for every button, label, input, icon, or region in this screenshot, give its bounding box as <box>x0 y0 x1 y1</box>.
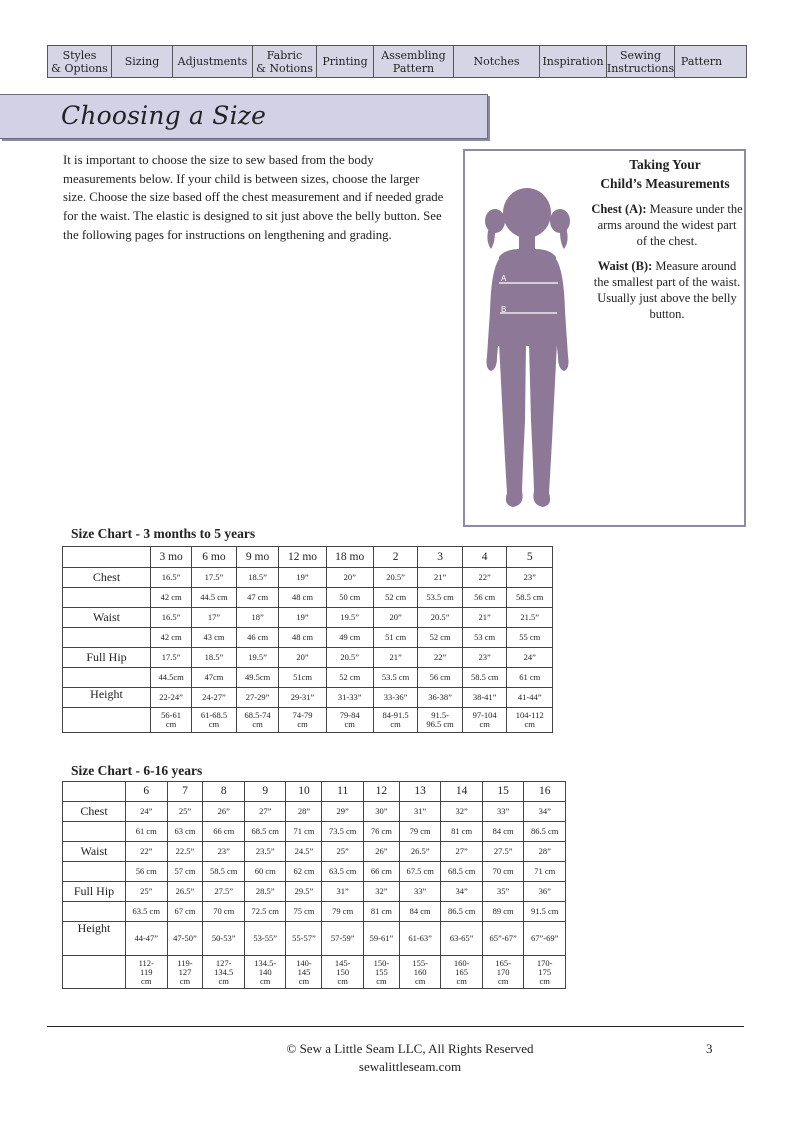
table-cell-cm: 81 cm <box>363 902 399 922</box>
row-label-blank <box>63 708 151 733</box>
table-cell-cm: 66 cm <box>363 862 399 882</box>
table-cell-cm: 66 cm <box>203 822 245 842</box>
table-cell-inch: 31” <box>399 802 441 822</box>
table-cell-cm: 55 cm <box>507 628 553 648</box>
table-cell-cm: 67 cm <box>167 902 203 922</box>
table-cell-inch: 19.5” <box>326 608 373 628</box>
page-number: 3 <box>706 1041 713 1056</box>
table-cell-inch: 25” <box>167 802 203 822</box>
table-cell-inch: 26” <box>363 842 399 862</box>
row-label-blank <box>63 862 126 882</box>
table-cell-inch: 33” <box>482 802 524 822</box>
table-cell-cm: 53.5 cm <box>373 668 418 688</box>
table-cell-cm: 160- 165 cm <box>441 956 483 989</box>
table-cell-cm: 56-61 cm <box>151 708 192 733</box>
table-cell-inch: 28” <box>286 802 322 822</box>
table-cell-cm: 61 cm <box>507 668 553 688</box>
table-cell-cm: 75 cm <box>286 902 322 922</box>
table-cell-cm: 43 cm <box>192 628 237 648</box>
table-cell-inch: 41-44” <box>507 688 553 708</box>
nav-tab-inspiration[interactable]: Inspiration <box>540 46 607 77</box>
table-cell-inch: 18.5” <box>192 648 237 668</box>
nav-tab-sewing-instructions[interactable]: Sewing Instructions <box>607 46 675 77</box>
row-label-blank <box>63 628 151 648</box>
table-cell-cm: 51cm <box>279 668 326 688</box>
table-cell-inch: 22-24” <box>151 688 192 708</box>
row-label: Waist <box>63 608 151 628</box>
table-cell-cm: 170- 175 cm <box>524 956 566 989</box>
table-cell-cm: 86.5 cm <box>524 822 566 842</box>
table-cell-inch: 27-29” <box>236 688 279 708</box>
top-nav <box>47 45 747 78</box>
row-label: Height <box>63 922 126 956</box>
row-label-blank <box>63 588 151 608</box>
size-header: 16 <box>524 782 566 802</box>
chest-instruction: Chest (A): Measure under the arms around the widest part of the chest. <box>591 202 743 248</box>
size-header: 12 <box>363 782 399 802</box>
waist-instruction: Waist (B): Measure around the smallest part of the waist. Usually just above the belly button. <box>593 259 741 321</box>
table-cell-cm: 70 cm <box>482 862 524 882</box>
table-cell-cm: 70 cm <box>203 902 245 922</box>
table-cell-inch: 23.5” <box>244 842 286 862</box>
table-cell-inch: 22” <box>126 842 168 862</box>
table-cell-cm: 79 cm <box>399 822 441 842</box>
table-cell-cm: 71 cm <box>286 822 322 842</box>
table-cell-inch: 28.5” <box>244 882 286 902</box>
table-cell-cm: 76 cm <box>363 822 399 842</box>
footer-website: sewalittleseam.com <box>358 1059 462 1074</box>
table-cell-inch: 44-47” <box>126 922 168 956</box>
nav-tab-sizing[interactable]: Sizing <box>112 46 173 77</box>
table-cell-cm: 97-104 cm <box>462 708 507 733</box>
nav-tab-assembling-pattern[interactable]: Assembling Pattern <box>374 46 454 77</box>
table-cell-inch: 25” <box>126 882 168 902</box>
table-cell-cm: 79-84 cm <box>326 708 373 733</box>
size-header: 9 <box>244 782 286 802</box>
table-cell-cm: 56 cm <box>418 668 463 688</box>
table-cell-inch: 31” <box>322 882 364 902</box>
table-cell-inch: 61-63” <box>399 922 441 956</box>
table-cell-inch: 34” <box>524 802 566 822</box>
table-cell-cm: 42 cm <box>151 628 192 648</box>
table-cell-cm: 84 cm <box>482 822 524 842</box>
chart1-title: Size Chart - 3 months to 5 years <box>71 526 256 541</box>
table-cell-inch: 35” <box>482 882 524 902</box>
table-cell-inch: 20.5” <box>418 608 463 628</box>
table-cell-inch: 20” <box>326 568 373 588</box>
table-cell-inch: 29.5” <box>286 882 322 902</box>
table-cell-inch: 38-41” <box>462 688 507 708</box>
table-cell-cm: 140- 145 cm <box>286 956 322 989</box>
table-cell-inch: 19.5” <box>236 648 279 668</box>
table-cell-cm: 91.5- 96.5 cm <box>418 708 463 733</box>
size-header: 2 <box>373 547 418 568</box>
table-cell-cm: 134.5- 140 cm <box>244 956 286 989</box>
table-cell-inch: 31-33” <box>326 688 373 708</box>
table-cell-inch: 63-65” <box>441 922 483 956</box>
table-cell-inch: 21” <box>418 568 463 588</box>
table-cell-inch: 57-59” <box>322 922 364 956</box>
table-cell-inch: 22” <box>418 648 463 668</box>
measurement-box <box>463 149 746 527</box>
table-cell-inch: 27” <box>441 842 483 862</box>
table-cell-inch: 26.5” <box>399 842 441 862</box>
row-label: Full Hip <box>63 648 151 668</box>
table-cell-cm: 63 cm <box>167 822 203 842</box>
table-cell-cm: 165- 170 cm <box>482 956 524 989</box>
table-cell-cm: 53 cm <box>462 628 507 648</box>
table-cell-cm: 52 cm <box>373 588 418 608</box>
table-cell-cm: 127- 134.5 cm <box>203 956 245 989</box>
table-corner <box>63 547 151 568</box>
nav-tab-pattern[interactable]: Pattern <box>680 55 723 68</box>
table-cell-inch: 21.5” <box>507 608 553 628</box>
nav-tab-printing[interactable]: Printing <box>317 46 374 77</box>
table-cell-inch: 53-55” <box>244 922 286 956</box>
table-cell-inch: 30” <box>363 802 399 822</box>
table-cell-cm: 62 cm <box>286 862 322 882</box>
table-cell-cm: 47 cm <box>236 588 279 608</box>
row-label-blank <box>63 902 126 922</box>
table-cell-inch: 65”-67” <box>482 922 524 956</box>
row-label: Height <box>63 688 151 708</box>
footer-rule <box>47 1026 744 1027</box>
table-cell-inch: 67”-69” <box>524 922 566 956</box>
table-cell-cm: 57 cm <box>167 862 203 882</box>
table-cell-cm: 44.5 cm <box>192 588 237 608</box>
table-cell-inch: 27.5” <box>203 882 245 902</box>
size-header: 13 <box>399 782 441 802</box>
measure-title: Taking Your Child’s Measurements <box>600 157 730 191</box>
table-cell-cm: 51 cm <box>373 628 418 648</box>
table-cell-cm: 67.5 cm <box>399 862 441 882</box>
table-cell-inch: 26.5” <box>167 882 203 902</box>
table-cell-cm: 42 cm <box>151 588 192 608</box>
table-cell-inch: 27” <box>244 802 286 822</box>
row-label-blank <box>63 956 126 989</box>
table-cell-cm: 49.5cm <box>236 668 279 688</box>
table-cell-inch: 23” <box>462 648 507 668</box>
table-cell-cm: 52 cm <box>326 668 373 688</box>
table-cell-cm: 104-112 cm <box>507 708 553 733</box>
row-label-blank <box>63 668 151 688</box>
table-cell-cm: 72.5 cm <box>244 902 286 922</box>
table-cell-cm: 48 cm <box>279 628 326 648</box>
marker-a: A <box>501 274 507 283</box>
table-cell-inch: 17” <box>192 608 237 628</box>
table-cell-inch: 23” <box>507 568 553 588</box>
table-cell-inch: 20” <box>373 608 418 628</box>
marker-b: B <box>501 305 507 314</box>
table-cell-inch: 20.5” <box>326 648 373 668</box>
table-cell-inch: 20.5” <box>373 568 418 588</box>
row-label: Full Hip <box>63 882 126 902</box>
table-cell-inch: 59-61” <box>363 922 399 956</box>
table-cell-cm: 49 cm <box>326 628 373 648</box>
table-cell-inch: 16.5” <box>151 608 192 628</box>
table-cell-cm: 84-91.5 cm <box>373 708 418 733</box>
table-cell-inch: 26” <box>203 802 245 822</box>
table-cell-cm: 112- 119 cm <box>126 956 168 989</box>
table-cell-cm: 60 cm <box>244 862 286 882</box>
size-header: 4 <box>462 547 507 568</box>
table-cell-inch: 47-50” <box>167 922 203 956</box>
table-cell-cm: 89 cm <box>482 902 524 922</box>
table-cell-inch: 55-57” <box>286 922 322 956</box>
size-header: 8 <box>203 782 245 802</box>
size-header: 11 <box>322 782 364 802</box>
table-cell-inch: 24” <box>126 802 168 822</box>
table-cell-inch: 32” <box>363 882 399 902</box>
table-cell-cm: 68.5 cm <box>441 862 483 882</box>
size-header: 14 <box>441 782 483 802</box>
table-cell-cm: 68.5 cm <box>244 822 286 842</box>
table-cell-inch: 36” <box>524 882 566 902</box>
nav-tab-styles-options[interactable]: Styles & Options <box>48 46 112 77</box>
row-label-blank <box>63 822 126 842</box>
table-cell-inch: 24-27” <box>192 688 237 708</box>
table-cell-cm: 52 cm <box>418 628 463 648</box>
table-cell-cm: 73.5 cm <box>322 822 364 842</box>
table-corner <box>63 782 126 802</box>
size-header: 7 <box>167 782 203 802</box>
table-cell-cm: 44.5cm <box>151 668 192 688</box>
table-cell-inch: 19” <box>279 608 326 628</box>
table-cell-cm: 86.5 cm <box>441 902 483 922</box>
size-header: 6 mo <box>192 547 237 568</box>
table-cell-inch: 29-31” <box>279 688 326 708</box>
table-cell-inch: 50-53” <box>203 922 245 956</box>
page-title: Choosing a Size <box>61 101 267 130</box>
table-cell-inch: 36-38” <box>418 688 463 708</box>
nav-tab-fabric-notions[interactable]: Fabric & Notions <box>253 46 317 77</box>
table-cell-inch: 33-36” <box>373 688 418 708</box>
table-cell-inch: 21” <box>373 648 418 668</box>
table-cell-cm: 50 cm <box>326 588 373 608</box>
table-cell-cm: 119- 127 cm <box>167 956 203 989</box>
footer-copyright: © Sew a Little Seam LLC, All Rights Reserved <box>286 1041 534 1056</box>
table-cell-cm: 58.5 cm <box>462 668 507 688</box>
table-cell-inch: 25” <box>322 842 364 862</box>
table-cell-inch: 33” <box>399 882 441 902</box>
table-cell-cm: 53.5 cm <box>418 588 463 608</box>
size-header: 18 mo <box>326 547 373 568</box>
table-cell-inch: 19” <box>279 568 326 588</box>
table-cell-inch: 18.5” <box>236 568 279 588</box>
table-cell-inch: 22.5” <box>167 842 203 862</box>
size-header: 5 <box>507 547 553 568</box>
table-cell-inch: 22” <box>462 568 507 588</box>
table-cell-inch: 16.5” <box>151 568 192 588</box>
table-cell-cm: 71 cm <box>524 862 566 882</box>
table-cell-cm: 48 cm <box>279 588 326 608</box>
nav-tab-adjustments[interactable]: Adjustments <box>173 46 253 77</box>
table-cell-inch: 21” <box>462 608 507 628</box>
table-cell-inch: 24.5” <box>286 842 322 862</box>
size-chart-small <box>62 546 553 733</box>
child-silhouette <box>465 171 595 521</box>
size-header: 6 <box>126 782 168 802</box>
table-cell-cm: 74-79 cm <box>279 708 326 733</box>
table-cell-cm: 81 cm <box>441 822 483 842</box>
table-cell-cm: 63.5 cm <box>322 862 364 882</box>
table-cell-cm: 56 cm <box>462 588 507 608</box>
row-label: Chest <box>63 802 126 822</box>
size-header: 12 mo <box>279 547 326 568</box>
table-cell-cm: 68.5-74 cm <box>236 708 279 733</box>
row-label: Chest <box>63 568 151 588</box>
table-cell-cm: 47cm <box>192 668 237 688</box>
size-header: 3 <box>418 547 463 568</box>
nav-tab-notches[interactable]: Notches <box>454 46 540 77</box>
title-bar <box>0 94 488 139</box>
table-cell-cm: 61-68.5 cm <box>192 708 237 733</box>
table-cell-cm: 46 cm <box>236 628 279 648</box>
size-header: 10 <box>286 782 322 802</box>
table-cell-inch: 23” <box>203 842 245 862</box>
table-cell-inch: 17.5” <box>151 648 192 668</box>
size-header: 9 mo <box>236 547 279 568</box>
size-chart-large <box>62 781 566 989</box>
table-cell-cm: 58.5 cm <box>203 862 245 882</box>
table-cell-inch: 18” <box>236 608 279 628</box>
table-cell-inch: 20” <box>279 648 326 668</box>
table-cell-inch: 32” <box>441 802 483 822</box>
table-cell-cm: 155- 160 cm <box>399 956 441 989</box>
table-cell-inch: 24” <box>507 648 553 668</box>
intro-paragraph: It is important to choose the size to sew based from the body measurements below. If your child is between sizes, choose the larger size. Choose the size based off the chest measurement and if needed grade for the waist. The elastic is designed to sit just above the belly button. See the following pages for instructions on lengthening and grading. <box>63 153 444 242</box>
size-header: 3 mo <box>151 547 192 568</box>
table-cell-cm: 84 cm <box>399 902 441 922</box>
table-cell-cm: 91.5 cm <box>524 902 566 922</box>
table-cell-inch: 34” <box>441 882 483 902</box>
table-cell-cm: 56 cm <box>126 862 168 882</box>
table-cell-cm: 79 cm <box>322 902 364 922</box>
table-cell-cm: 145- 150 cm <box>322 956 364 989</box>
table-cell-cm: 58.5 cm <box>507 588 553 608</box>
table-cell-inch: 28” <box>524 842 566 862</box>
row-label: Waist <box>63 842 126 862</box>
table-cell-cm: 150- 155 cm <box>363 956 399 989</box>
size-header: 15 <box>482 782 524 802</box>
table-cell-inch: 17.5” <box>192 568 237 588</box>
table-cell-inch: 27.5” <box>482 842 524 862</box>
table-cell-cm: 63.5 cm <box>126 902 168 922</box>
table-cell-cm: 61 cm <box>126 822 168 842</box>
table-cell-inch: 29” <box>322 802 364 822</box>
chart2-title: Size Chart - 6-16 years <box>71 763 203 778</box>
